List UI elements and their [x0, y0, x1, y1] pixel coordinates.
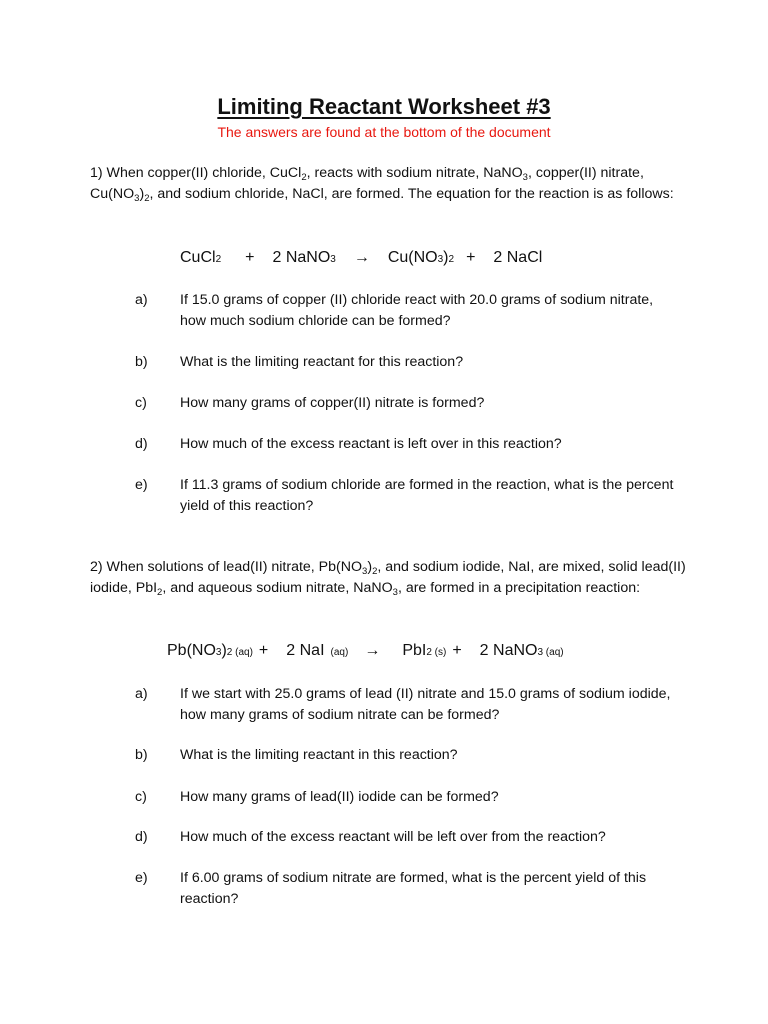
question-2-intro: 2) When solutions of lead(II) nitrate, $Pb(NO_3)_2$, and sodium iodide, NaI, are mixed, solid lead(II) iodide, PbI$_2$, and aqueous sodium nitrate, NaNO$_3$, are formed in a precipitation reaction: [90, 559, 686, 598]
question-1-intro: 1) When copper(II) chloride, CuCl$_2$, reacts with sodium nitrate, NaNO$_3$, copper(II) nitrate, $Cu(NO_3)_2$, and sodium chloride, NaCl, are formed. The equation for the reaction is as follows: [90, 165, 674, 204]
q1-c-text: How many grams of copper(II) nitrate is formed? [180, 395, 485, 411]
equation-2: Pb(NO 3 ) 2 (aq) + 2 NaI (aq) → PbI 2 (s) + 2 NaNO 3 (aq) [167, 642, 564, 659]
q1-b-text: What is the limiting reactant for this reaction? [180, 354, 464, 370]
q1-c-letter: c) [135, 395, 147, 411]
q2-d-letter: d) [135, 829, 148, 845]
q1-d-text: How much of the excess reactant is left over in this reaction? [180, 436, 562, 452]
q2-e-letter: e) [135, 870, 148, 886]
q2-b-text: What is the limiting reactant in this reaction? [180, 747, 458, 763]
q2-c-text: How many grams of lead(II) iodide can be formed? [180, 789, 499, 805]
q2-a-letter: a) [135, 686, 148, 702]
q2-d-text: How much of the excess reactant will be left over from the reaction? [180, 829, 606, 845]
q2-c-letter: c) [135, 789, 147, 805]
q2-b-letter: b) [135, 747, 148, 763]
page-title: Limiting Reactant Worksheet #3 [217, 94, 551, 119]
q1-b-letter: b) [135, 354, 148, 370]
q1-a-text: If 15.0 grams of copper (II) chloride react with 20.0 grams of sodium nitrate, how much sodium chloride can be formed? [180, 292, 654, 329]
q1-e-text: If 11.3 grams of sodium chloride are formed in the reaction, what is the percent yield of this reaction? [180, 477, 674, 514]
q1-d-letter: d) [135, 436, 148, 452]
answers-note: The answers are found at the bottom of the document [217, 124, 551, 140]
q1-e-letter: e) [135, 477, 148, 493]
equation-1: CuCl 2 + 2 NaNO 3 → Cu(NO 3 ) 2 + 2 NaCl [180, 249, 543, 266]
q1-a-letter: a) [135, 292, 148, 308]
q2-a-text: If we start with 25.0 grams of lead (II) nitrate and 15.0 grams of sodium iodide, how many grams of sodium nitrate can be formed? [180, 686, 671, 723]
q2-e-text: If 6.00 grams of sodium nitrate are formed, what is the percent yield of this reaction? [180, 870, 647, 907]
